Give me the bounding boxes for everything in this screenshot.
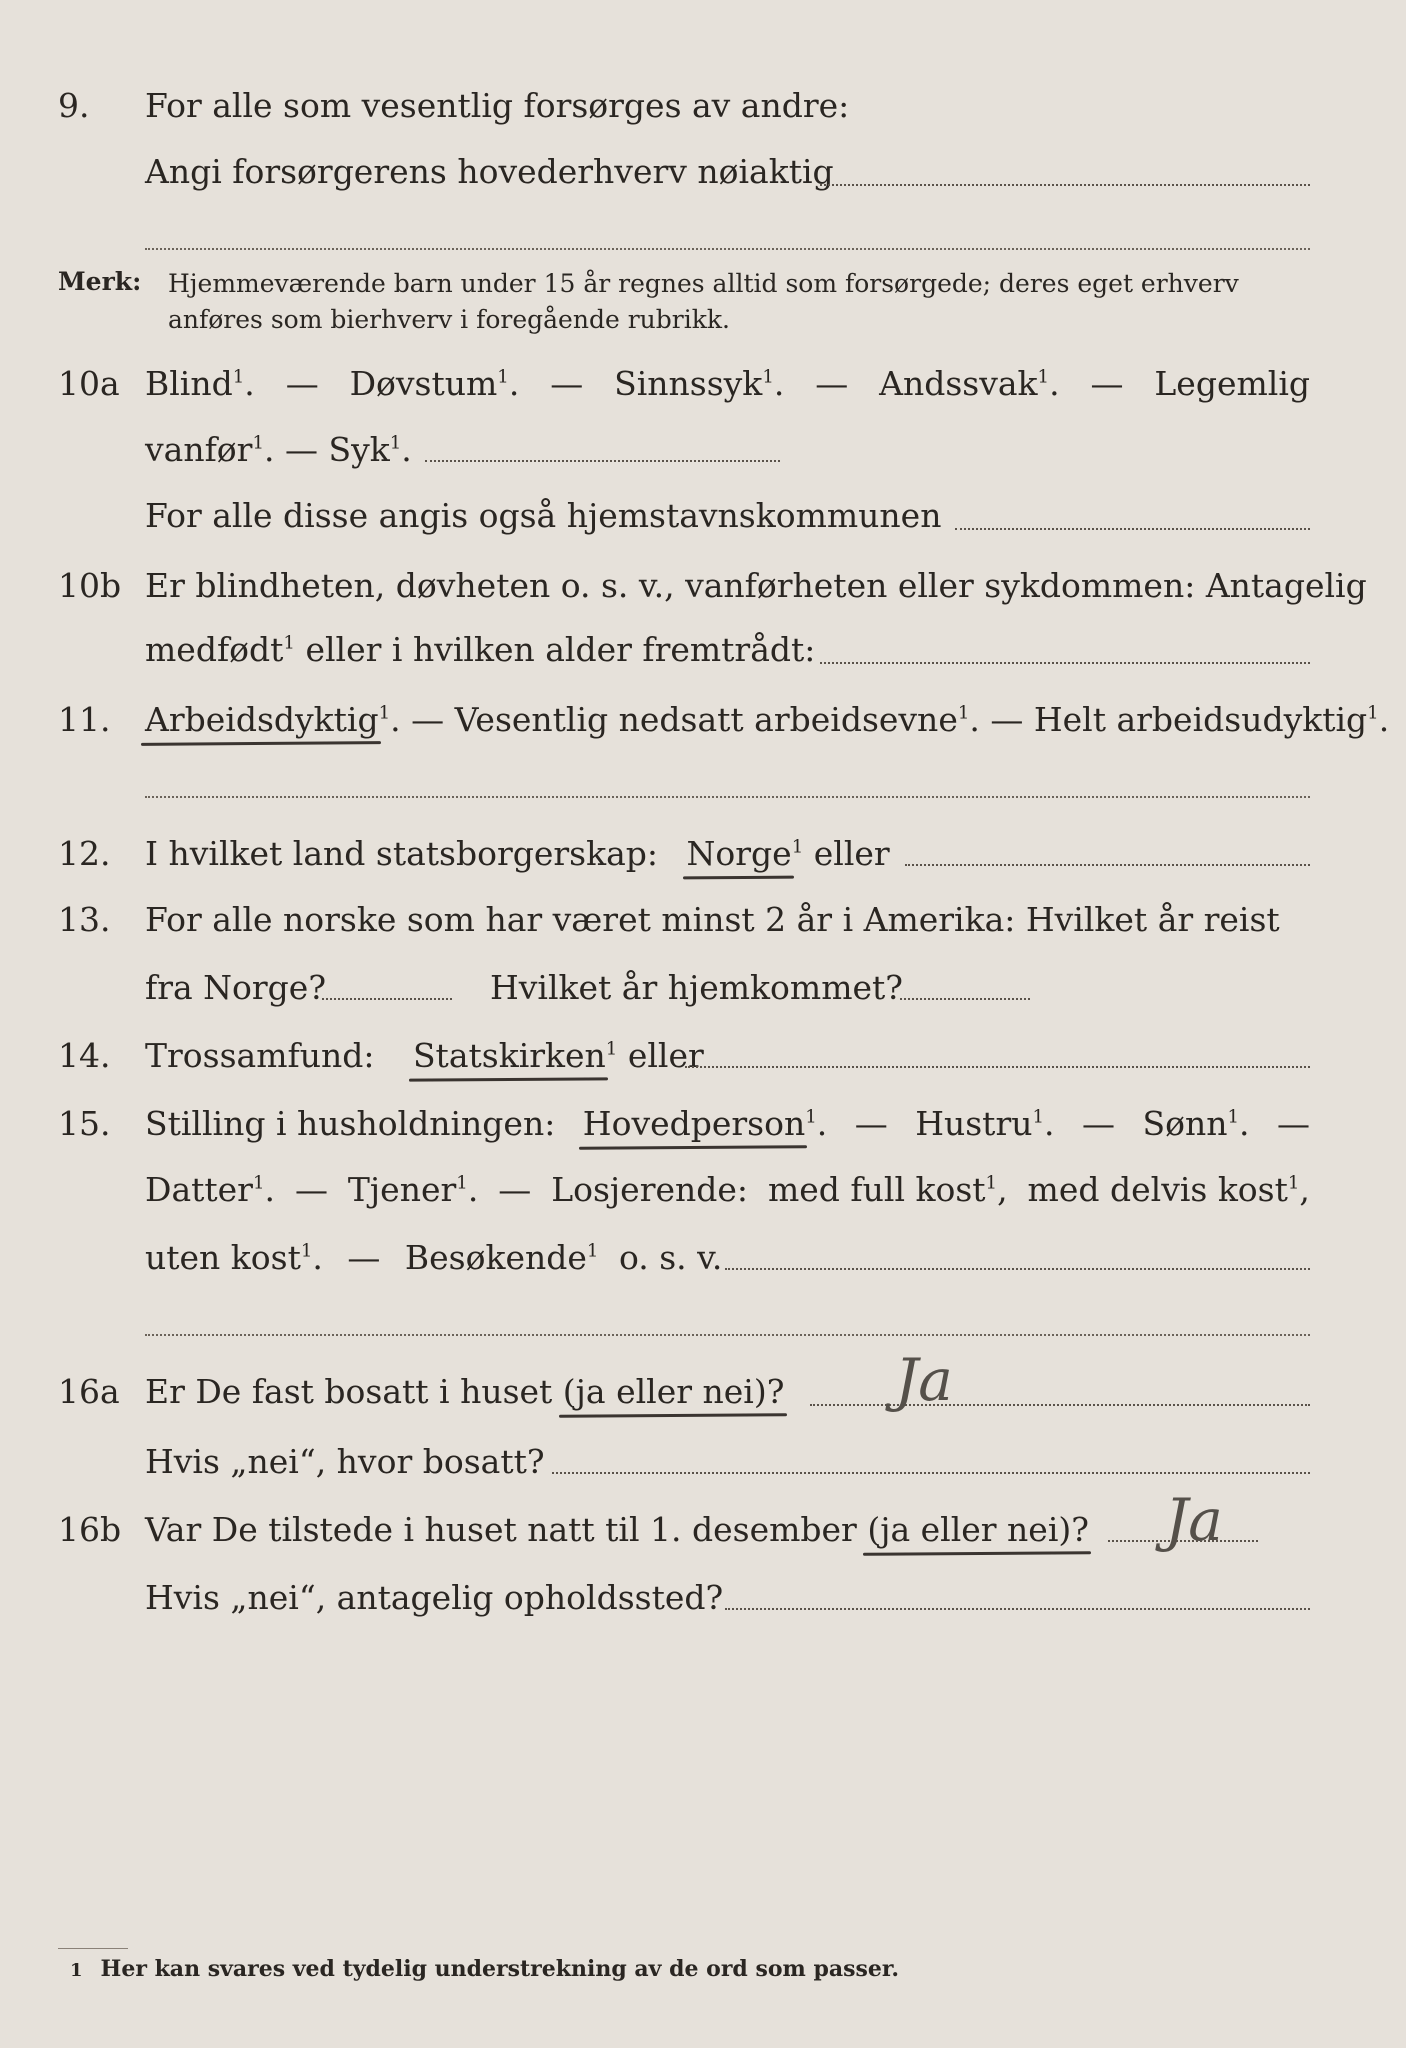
q15-text: Stilling i husholdningen: (145, 1104, 556, 1143)
option-besokende[interactable]: Besøkende (404, 1238, 587, 1277)
q13-number: 13. (58, 900, 111, 939)
q10b-text2: eller i hvilken alder fremtrådt: (305, 630, 816, 669)
q14-number: 14. (58, 1036, 111, 1075)
q15-osv: o. s. v. (618, 1238, 723, 1277)
option-statskirken[interactable]: Statskirken (412, 1036, 606, 1075)
q9-answer-line[interactable] (820, 184, 1310, 186)
q12-text: I hvilket land statsborgerskap: (145, 834, 659, 873)
option-sonn[interactable]: Sønn$^1$. (1142, 1104, 1250, 1143)
option-medfodt[interactable]: medfødt (145, 630, 284, 669)
option-dovstum[interactable]: Døvstum$^1$. (349, 364, 520, 403)
option-andssvak[interactable]: Andssvak$^1$. (879, 364, 1060, 403)
q16a-bosatt-line[interactable] (552, 1472, 1310, 1474)
option-arbeidsdyktig[interactable]: Arbeidsdyktig (145, 700, 379, 739)
footnote (70, 1954, 899, 1986)
q12-number: 12. (58, 834, 111, 873)
q13-reist-line[interactable] (322, 998, 452, 1000)
q16a-handwritten-answer: Ja (895, 1346, 953, 1414)
dash: — (285, 364, 319, 403)
option-full-kost[interactable]: med full kost$^1$, (767, 1170, 1008, 1209)
q10a-syk-line[interactable] (425, 460, 780, 462)
option-legemlig[interactable]: Legemlig (1154, 364, 1310, 403)
merk-line1: Hjemmeværende barn under 15 år regnes alltid som forsørgede; deres eget erhverv (168, 269, 1239, 298)
footnote-mark: 1 (70, 1960, 83, 1981)
merk-label: Merk: (58, 267, 142, 296)
q10a-number: 10a (58, 364, 120, 403)
q10b-answer-line[interactable] (820, 662, 1310, 664)
q13-part1: fra Norge? (145, 968, 327, 1007)
q16b-text: Var De tilstede i huset natt til 1. desember (145, 1510, 857, 1549)
q12-tail: eller (813, 834, 890, 873)
footnote-text: Her kan svares ved tydelig understrekning av de ord som passer. (100, 1956, 900, 1982)
q16b-paren: (ja eller nei)? (867, 1510, 1089, 1549)
option-sinnssyk[interactable]: Sinnssyk$^1$. (614, 364, 785, 403)
q11-number: 11. (58, 700, 111, 739)
option-udyktig[interactable]: Helt arbeidsudyktig (1033, 700, 1368, 739)
dash: — (1090, 364, 1124, 403)
q15-answer-line[interactable] (725, 1268, 1310, 1270)
merk-line2: anføres som bierhverv i foregående rubrikk. (168, 305, 730, 334)
q16a-sub: Hvis „nei“, hvor bosatt? (145, 1442, 545, 1481)
q10b-number: 10b (58, 566, 122, 605)
option-vanfor[interactable]: vanfør$^1$. (145, 430, 275, 469)
q16b-opholdssted-line[interactable] (725, 1608, 1310, 1610)
q16b-handwritten-answer: Ja (1165, 1486, 1223, 1554)
q10a-kommune-line[interactable] (955, 528, 1310, 530)
option-syk[interactable]: Syk$^1$. (328, 430, 412, 469)
option-tjener[interactable]: Tjener$^1$. (347, 1170, 479, 1209)
q14-answer-line[interactable] (685, 1066, 1310, 1068)
q10b-text: Er blindheten, døvheten o. s. v., vanførheten eller sykdommen: Antagelig (145, 566, 1367, 605)
q9-extra-line[interactable] (145, 248, 1310, 250)
q13-hjemkommet-line[interactable] (900, 998, 1030, 1000)
q14-text: Trossamfund: (145, 1036, 375, 1075)
option-datter[interactable]: Datter$^1$. (145, 1170, 276, 1209)
dash: — (815, 364, 849, 403)
q16b-sub: Hvis „nei“, antagelig opholdssted? (145, 1578, 724, 1617)
option-hovedperson[interactable]: Hovedperson (582, 1104, 806, 1143)
q9-sub: Angi forsørgerens hovederhverv nøiaktig (145, 152, 834, 191)
census-form-page: 9. For alle som vesentlig forsørges av andre: Angi forsørgerens hovederhverv nøiaktig Merk: Hjemmeværende barn under 15 år regnes alltid som forsørgede; deres eget erhverv anføres som bierhverv i foregående rubrikk. 10a Blind$^1$. — Døvstum$^1$. — Sinnssyk$^1$. — Andssvak$^1$. — Legemlig vanfør$^1$. — Syk$^1$. For alle disse angis også hjemstavnskommunen 10b Er blindheten, døvheten o. s. v., vanførheten eller sykdommen: Antagelig medfødt$^1$ eller i hvilken alder fremtrådt: 11. Arbeidsdyktig$^1$. — Vesentlig nedsatt arbeidsevne$^1$. — Helt arbeidsudyktig$^1$. 12. I hvilket land statsborgerskap: Norge$^1$ eller 13. For alle norske som har været minst 2 år i Amerika: Hvilket år reist fra Norge? Hvilket år hjemkommet? 14. Trossamfund: Statskirken$^1$ eller 15. Stilling i husholdningen: Hovedperson$^1$. — Hustru$^1$. — Sønn$^1$. — Datter$^1$. — Tjener$^1$. — Losjerende: med full kost$^1$, med delvis kost$^1$, uten kost$^1$. — Besøkende$^1$ o. s. v. 16a Er De fast bosatt i huset (ja eller nei)? Ja Hvis „nei“, hvor bosatt? 16b Var De tilstede i huset natt til 1. desember (ja eller nei)? Ja Hvis „nei“, antagelig opholdssted? 1 Her kan svares ved tydelig understrekning av de ord som passer. (0, 0, 1406, 2048)
q15-losjerende: Losjerende: (551, 1170, 749, 1209)
q16a-answer-line[interactable] (810, 1404, 1310, 1406)
q10a-options (145, 362, 1310, 406)
q13-text: For alle norske som har været minst 2 år i Amerika: Hvilket år reist (145, 900, 1280, 939)
q10a-sub: For alle disse angis også hjemstavnskommunen (145, 496, 942, 535)
q9-text: For alle som vesentlig forsørges av andre: (145, 86, 850, 125)
q16b-number: 16b (58, 1510, 122, 1549)
option-blind[interactable]: Blind$^1$. (145, 364, 255, 403)
q16a-text: Er De fast bosatt i huset (145, 1372, 553, 1411)
option-delvis-kost[interactable]: med delvis kost$^1$, (1027, 1170, 1310, 1209)
option-hustru[interactable]: Hustru$^1$. (915, 1104, 1055, 1143)
option-nedsatt[interactable]: Vesentlig nedsatt arbeidsevne (454, 700, 958, 739)
q16a-number: 16a (58, 1372, 120, 1411)
option-uten-kost[interactable]: uten kost (145, 1238, 301, 1277)
q11-extra-line[interactable] (145, 796, 1310, 798)
q15-number: 15. (58, 1104, 111, 1143)
q10a-options2 (145, 428, 412, 472)
q13-part2: Hvilket år hjemkommet? (490, 968, 903, 1007)
dash: — (550, 364, 584, 403)
dash: — (284, 430, 318, 469)
q9-number: 9. (58, 86, 90, 125)
option-norge[interactable]: Norge (686, 834, 792, 873)
q15-extra-line[interactable] (145, 1334, 1310, 1336)
q14-tail: eller (627, 1036, 704, 1075)
q12-answer-line[interactable] (905, 864, 1310, 866)
footnote-rule (58, 1948, 128, 1949)
q16a-paren: (ja eller nei)? (562, 1372, 785, 1411)
